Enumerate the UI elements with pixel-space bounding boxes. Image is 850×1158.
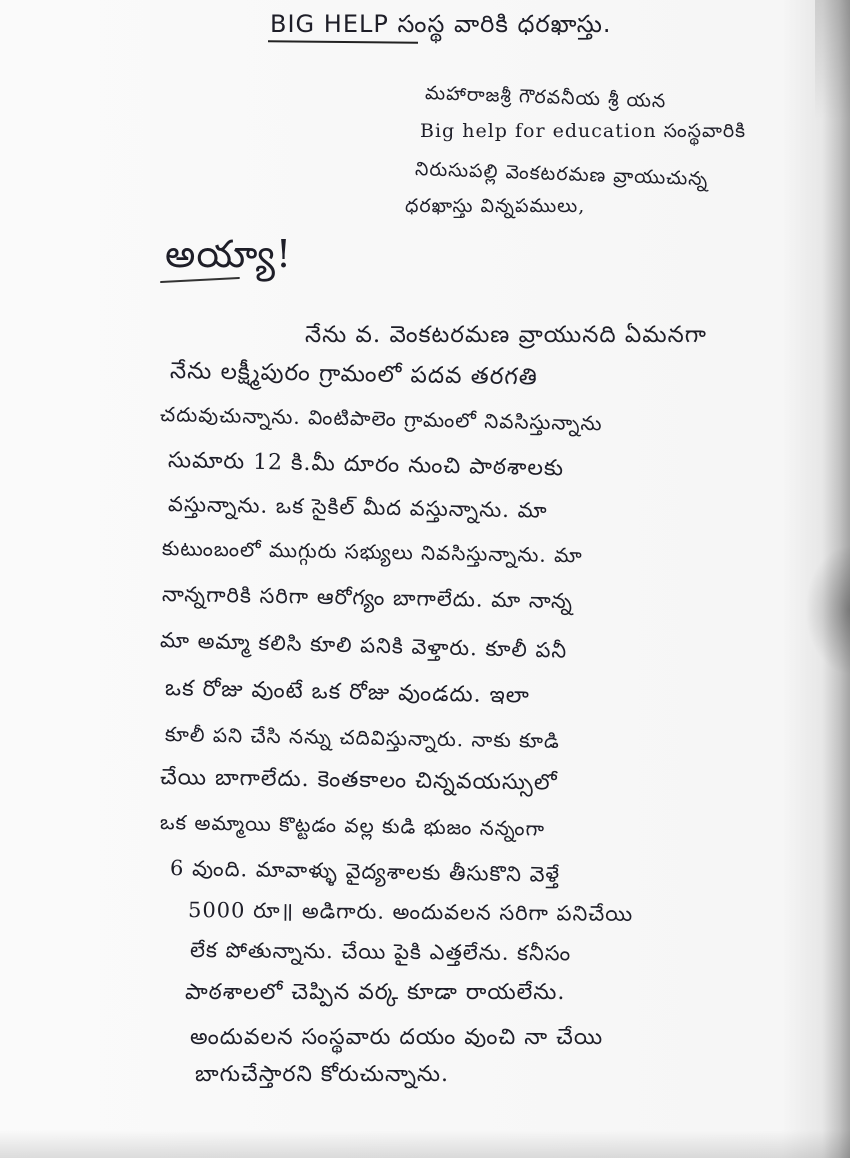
salutation: అయ్యా! bbox=[165, 232, 293, 276]
body-line-10: కూలీ పని చేసి నన్ను చదివిస్తున్నారు. నాకు కూడి bbox=[164, 722, 560, 753]
body-line-3: చదువుచున్నాను. వింటిపాలెం గ్రామంలో నివసిస్తున్నాను bbox=[159, 402, 603, 436]
body-line-15: లేక పోతున్నాను. చేయి పైకి ఎత్తలేను. కనీసం bbox=[189, 938, 572, 966]
body-line-7: నాన్నగారికి సరిగా ఆరోగ్యం బాగాలేదు. మా నాన్న bbox=[161, 582, 574, 614]
body-line-5: వస్తున్నాను. ఒక సైకిల్ మీద వస్తున్నాను. మా bbox=[167, 492, 548, 523]
body-line-11: చేయి బాగాలేదు. కెంతకాలం చిన్నవయస్సులో bbox=[159, 765, 558, 796]
address-line-2: Big help for education సంస్థవారికి bbox=[420, 120, 747, 142]
letter-title: BIG HELP సంస్థ వారికి ధరఖాస్తు. bbox=[270, 10, 612, 38]
address-line-4: ధరఖాస్తు విన్నపములు, bbox=[405, 195, 586, 217]
body-line-4: సుమారు 12 కి.మీ దూరం నుంచి పాఠశాలకు bbox=[167, 448, 565, 482]
body-line-8: మా అమ్మా కలిసి కూలి పనికి వెళ్తారు. కూలీ పనీ bbox=[159, 628, 568, 663]
body-line-16: పాఠశాలలో చెప్పిన వర్క కూడా రాయలేను. bbox=[185, 980, 566, 1005]
body-line-14: 5000 రూ॥ అడిగారు. అందువలన సరిగా పనిచేయి bbox=[187, 898, 634, 926]
address-line-3: నిరుసుపల్లి వెంకటరమణ వ్రాయుచున్న bbox=[414, 158, 709, 191]
paper-edge-shadow bbox=[822, 0, 850, 1158]
paper-bottom-shadow bbox=[0, 1130, 850, 1158]
body-line-13: 6 వుంది. మావాళ్ళు వైద్యశాలకు తీసుకొని వెళ్తే bbox=[169, 856, 561, 887]
body-line-18: బాగుచేస్తారని కోరుచున్నాను. bbox=[195, 1062, 449, 1087]
body-line-12: ఒక అమ్మాయి కొట్టడం వల్ల కుడి భుజం నన్నంగా bbox=[159, 810, 546, 841]
address-line-1: మహారాజశ్రీ గౌరవనీయ శ్రీ యన bbox=[424, 82, 667, 113]
body-line-1: నేను వ. వెంకటరమణ వ్రాయునది ఏమనగా bbox=[305, 322, 707, 348]
body-line-9: ఒక రోజు వుంటే ఒక రోజు వుండదు. ఇలా bbox=[164, 676, 531, 709]
body-line-6: కుటుంబంలో ముగ్గురు సభ్యులు నివసిస్తున్నాను. మా bbox=[161, 536, 583, 568]
body-line-17: అందువలన సంస్థవారు దయం వుంచి నా చేయి bbox=[190, 1025, 604, 1050]
body-line-2: నేను లక్ష్మీపురం గ్రామంలో పదవ తరగతి bbox=[169, 358, 538, 391]
